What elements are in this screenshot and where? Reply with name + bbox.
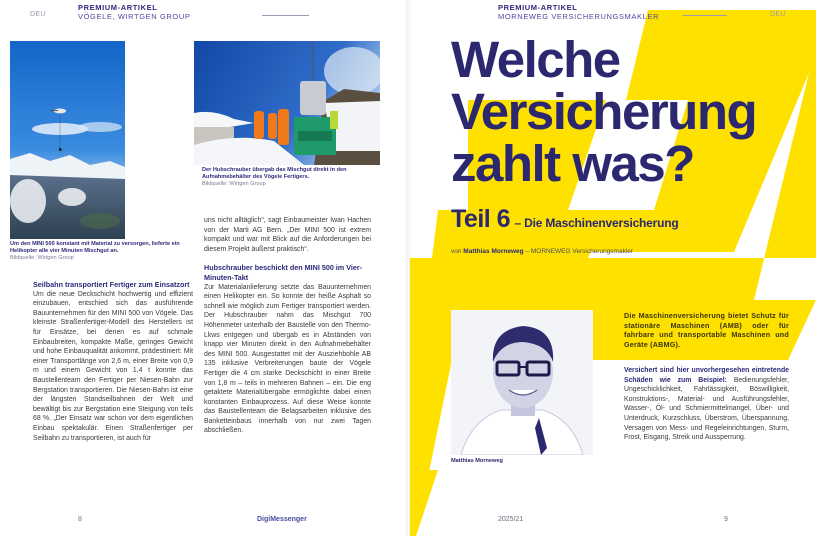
article-body <box>624 366 789 443</box>
portrait-caption: Matthias Morneweg <box>451 458 503 464</box>
caption-source: Bildquelle: Wirtgen Group <box>202 181 266 187</box>
helicopter-over-alps-photo <box>10 41 125 239</box>
column-subheading: Hubschrauber beschickt den MINI 500 im Vier-Minuten-Takt <box>204 263 363 282</box>
article-column-1 <box>33 280 193 443</box>
language-label: DEU <box>770 11 786 18</box>
byline <box>451 248 633 255</box>
caption-source: Bildquelle: Wirtgen Group <box>10 255 74 261</box>
page-spine <box>406 0 410 536</box>
portrait-illustration <box>451 310 593 455</box>
part-topic: – Die Maschinenversicherung <box>514 216 679 230</box>
article-column-2 <box>204 216 371 436</box>
column-text: Um die neue Deckschicht hochwertig und effizient einzubauen, entschied sich das ausführende Bauunternehmen für den MINI 500 von Vögele. Das kleinste Straßenfertiger-Modell des Herstellers ist für Einsätze, bei denen es auf schmale Einbaubreiten, kompakte Maße, geringes Gewicht und hohe Einbauqualität ankommt, prädestiniert: Mit einer Transportlänge von 2,6 m, einer Breite von 0,9 m und einem Gewicht von 1,4 t konnte das Baustellenteam den Fertiger per Niesen-Bahn zur Bergstation transportieren. Die Niesen-Bahn ist eine der längsten Standseilbahnen der Welt und bewältigt bis zur Bergstation eine Steigung von teils 68 %. „Der Einsatz war schon vor dem eigentlichen Einbau spektakulär. Einen Straßenfertiger per Seilbahn zu transportieren, ist auch für <box>33 290 193 442</box>
photo-caption-1 <box>10 241 190 262</box>
body-subheading: Versichert sind hier unvorhergesehen eintretende Schäden wie zum Beispiel: <box>624 367 789 384</box>
body-text: Bedienungsfehler, Ungeschicklichkeit, Fahrlässigkeit, Böswilligkeit, Konstruktions-, Material- und Ausführungsfehler, Wasser-, Öl- und Schmiermittelmangel, Über- und Unterdruck, Kurzschluss, Überstrom, Überspannung, Versagen von Mess- und Regeleinrichtungen, Sturm, Frost, Eisgang, Streik und Aussperrung. <box>624 376 789 442</box>
title-line: zahlt was? <box>451 135 694 192</box>
magazine-brand: DigiMessenger <box>257 516 307 523</box>
paver-photo-illustration <box>194 41 380 165</box>
section-subtitle: MORNEWEG VERSICHERUNGSMAKLER <box>498 12 659 21</box>
title-line: Versicherung <box>451 83 757 140</box>
section-kicker: PREMIUM-ARTIKEL <box>498 3 578 12</box>
column-subheading: Seilbahn transportiert Fertiger zum Einsatzort <box>33 280 190 289</box>
header-rule <box>262 15 309 16</box>
paver-loading-photo <box>194 41 380 165</box>
lead-paragraph: Die Maschinenversicherung bietet Schutz für stationäre Maschinen (AMB) oder für fahrbare und transportable Maschinen und Geräte (ABMG). <box>624 311 789 349</box>
language-label: DEU <box>30 11 46 18</box>
byline-author: Matthias Morneweg <box>463 248 524 255</box>
helicopter-photo-illustration <box>10 41 125 239</box>
caption-text: Um den MINI 500 konstant mit Material zu versorgen, lieferte ein Helikopter alle vier Minuten Mischgut an. <box>10 241 180 254</box>
part-number: Teil 6 <box>451 205 511 233</box>
author-portrait-photo <box>451 310 593 455</box>
section-subtitle: VÖGELE, WIRTGEN GROUP <box>78 12 191 21</box>
byline-affiliation: – MORNEWEG Versicherungsmakler <box>525 248 634 255</box>
byline-prefix: von <box>451 248 462 255</box>
page-number: 8 <box>78 516 82 523</box>
article-title <box>451 31 757 192</box>
column-intro: uns nicht alltäglich“, sagt Einbaumeister Iwan Hachen von der Marti AG Bern. „Der MINI 500 ist extrem kompakt und war mit Blick auf die Anforderungen bei diesem Projekt äußerst praktisch“. <box>204 217 371 253</box>
column-text: Zur Materialanlieferung setzte das Bauunternehmen einen Helikopter ein. So konnte der heiße Asphalt so schnell wie möglich zum Fertiger transportiert werden. Der Hubschrauber nahm das Mischgut 700 Höhenmeter unterhalb der Baustelle von den Thermo-Lkws entgegen und übergab es in Abständen von knapp vier Minuten direkt in den Aufnahmebehälter des MINI 500. Ausgestattet mit der Ausziehbohle AB 135 inklusive Verbreiterungen baute der Vögele Fertiger die 4 cm starke Deckschicht in einer Breite von 1,8 m – teils in mehreren Bahnen – ein. Die eng getaktete Materialübergabe ermöglichte dabei einen konstanten Einbauprozess. Auf diese Weise konnte das Baustellenteam die Belagsarbeiten inklusive des Banketteinbaus innerhalb von nur zwei Tagen abschließen. <box>204 283 371 435</box>
issue-number: 2025/21 <box>498 516 524 523</box>
series-part-heading <box>451 205 679 234</box>
page-number: 9 <box>724 516 728 523</box>
title-line: Welche <box>451 31 620 88</box>
header-rule <box>683 15 727 16</box>
section-kicker: PREMIUM-ARTIKEL <box>78 3 158 12</box>
caption-text: Der Hubschrauber übergab das Mischgut direkt in den Aufnahmebehälter des Vögele Fertigers. <box>202 167 347 180</box>
photo-caption-2 <box>202 167 392 188</box>
right-page <box>408 0 816 536</box>
